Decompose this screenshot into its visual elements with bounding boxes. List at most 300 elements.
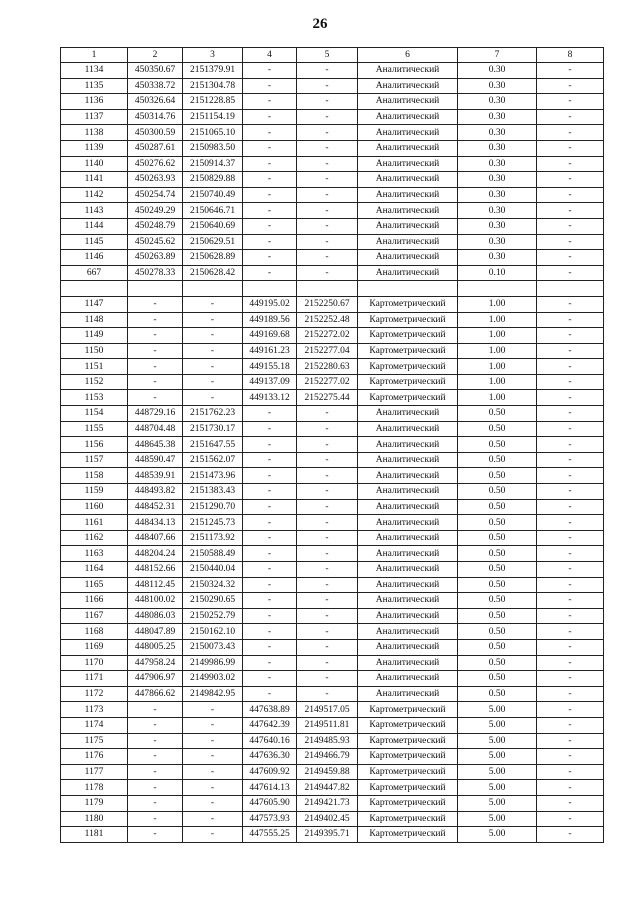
table-cell: 1148	[61, 312, 128, 328]
table-cell: 2149517.05	[297, 702, 358, 718]
table-cell: 450314.76	[128, 109, 183, 125]
table-cell: -	[243, 499, 297, 515]
table-cell: 5.00	[458, 749, 537, 765]
table-cell: -	[537, 406, 604, 422]
table-cell: 1156	[61, 437, 128, 453]
table-cell: -	[128, 343, 183, 359]
table-cell: 1146	[61, 250, 128, 266]
table-cell: 2152277.04	[297, 343, 358, 359]
table-cell: -	[297, 655, 358, 671]
table-cell: Аналитический	[358, 468, 458, 484]
table-row	[61, 125, 604, 141]
table-cell: 0.30	[458, 250, 537, 266]
table-cell: 449155.18	[243, 359, 297, 375]
table-cell: 2150324.32	[183, 577, 243, 593]
table-cell: -	[297, 140, 358, 156]
table-cell: 2151065.10	[183, 125, 243, 141]
table-cell: -	[297, 499, 358, 515]
table-cell: 2152252.48	[297, 312, 358, 328]
table-cell: 1173	[61, 702, 128, 718]
column-header: 8	[537, 48, 604, 63]
table-cell: 1158	[61, 468, 128, 484]
table-cell: 447640.16	[243, 733, 297, 749]
table-cell: 2149402.45	[297, 811, 358, 827]
table-cell: 0.50	[458, 593, 537, 609]
table-cell: 2150628.42	[183, 265, 243, 281]
table-cell: 0.50	[458, 406, 537, 422]
table-cell: -	[128, 296, 183, 312]
table-cell: 1161	[61, 515, 128, 531]
table-cell: -	[537, 187, 604, 203]
table-cell: -	[297, 686, 358, 702]
table-cell: 2151304.78	[183, 78, 243, 94]
table-cell: Аналитический	[358, 63, 458, 79]
table-cell: -	[537, 468, 604, 484]
table-cell: -	[183, 795, 243, 811]
table-cell: 448152.66	[128, 562, 183, 578]
table-row	[61, 795, 604, 811]
table-cell: 447906.97	[128, 671, 183, 687]
table-cell: Аналитический	[358, 125, 458, 141]
table-cell: -	[537, 811, 604, 827]
table-cell: 0.50	[458, 484, 537, 500]
table-cell: -	[537, 374, 604, 390]
table-cell: 2150829.88	[183, 172, 243, 188]
table-cell: 1176	[61, 749, 128, 765]
table-cell: Аналитический	[358, 515, 458, 531]
table-cell: 0.50	[458, 437, 537, 453]
table-cell: Картометрический	[358, 733, 458, 749]
table-cell: 0.50	[458, 562, 537, 578]
header-row	[61, 48, 604, 63]
table-cell: 1.00	[458, 312, 537, 328]
table-cell: -	[183, 343, 243, 359]
table-cell: -	[128, 359, 183, 375]
table-cell: -	[243, 218, 297, 234]
table-cell: 2149466.79	[297, 749, 358, 765]
table-cell: 2149511.81	[297, 717, 358, 733]
table-cell: 1178	[61, 780, 128, 796]
table-cell: 1162	[61, 530, 128, 546]
table-cell: -	[243, 140, 297, 156]
table-cell: 2150440.04	[183, 562, 243, 578]
table-cell: -	[537, 218, 604, 234]
table-cell: -	[297, 234, 358, 250]
table-cell: -	[297, 437, 358, 453]
table-cell: Аналитический	[358, 203, 458, 219]
table-cell: -	[297, 172, 358, 188]
table-cell: 1136	[61, 94, 128, 110]
table-cell: 0.30	[458, 125, 537, 141]
table-cell: 448434.13	[128, 515, 183, 531]
table-cell: 1163	[61, 546, 128, 562]
table-cell: -	[537, 499, 604, 515]
table-cell: 2150629.51	[183, 234, 243, 250]
table-cell: 1144	[61, 218, 128, 234]
table-cell: 0.50	[458, 452, 537, 468]
table-cell: -	[537, 515, 604, 531]
table-cell: 0.50	[458, 499, 537, 515]
table-row	[61, 452, 604, 468]
table-cell: 2151762.23	[183, 406, 243, 422]
table-cell: 2149447.82	[297, 780, 358, 796]
table-cell: -	[537, 562, 604, 578]
table-cell: -	[128, 827, 183, 843]
table-cell: Аналитический	[358, 265, 458, 281]
table-cell: Аналитический	[358, 530, 458, 546]
table-cell: 2152272.02	[297, 328, 358, 344]
table-cell: 448590.47	[128, 452, 183, 468]
table-cell: Аналитический	[358, 234, 458, 250]
table-cell: -	[537, 421, 604, 437]
table-cell: 448645.38	[128, 437, 183, 453]
table-cell: -	[128, 374, 183, 390]
table-cell: -	[183, 749, 243, 765]
table-cell: Аналитический	[358, 172, 458, 188]
table-cell: -	[128, 749, 183, 765]
table-cell: -	[243, 250, 297, 266]
table-cell: -	[537, 484, 604, 500]
table-cell: 1181	[61, 827, 128, 843]
table-cell: -	[297, 125, 358, 141]
table-cell: -	[537, 749, 604, 765]
table-cell: Аналитический	[358, 406, 458, 422]
table-cell: -	[183, 374, 243, 390]
table-row	[61, 109, 604, 125]
table-cell: Аналитический	[358, 156, 458, 172]
table-cell: -	[128, 811, 183, 827]
table-cell: 2149842.95	[183, 686, 243, 702]
table-cell: 5.00	[458, 795, 537, 811]
table-cell: -	[243, 63, 297, 79]
table-cell	[61, 281, 128, 297]
table-cell: -	[537, 671, 604, 687]
table-cell: -	[297, 156, 358, 172]
table-cell: 2150983.50	[183, 140, 243, 156]
table-cell: 447605.90	[243, 795, 297, 811]
table-row	[61, 546, 604, 562]
table-cell: 0.30	[458, 218, 537, 234]
table-body	[61, 63, 604, 843]
table-cell: -	[128, 733, 183, 749]
table-cell: Аналитический	[358, 655, 458, 671]
table-cell: -	[297, 265, 358, 281]
table-cell: 450278.33	[128, 265, 183, 281]
table-cell: 0.50	[458, 624, 537, 640]
table-cell: 448112.45	[128, 577, 183, 593]
table-cell: -	[537, 624, 604, 640]
table-cell: 2151647.55	[183, 437, 243, 453]
table-cell: -	[297, 187, 358, 203]
table-cell: 5.00	[458, 717, 537, 733]
table-cell: Аналитический	[358, 109, 458, 125]
table-cell: -	[297, 484, 358, 500]
table-cell: 1167	[61, 608, 128, 624]
table-cell: Картометрический	[358, 374, 458, 390]
table-cell: Аналитический	[358, 546, 458, 562]
table-cell: -	[243, 671, 297, 687]
table-cell: 0.50	[458, 546, 537, 562]
table-cell: 2149459.88	[297, 764, 358, 780]
table-cell: -	[297, 593, 358, 609]
table-cell: -	[537, 546, 604, 562]
table-cell: 0.30	[458, 234, 537, 250]
table-cell: 2152280.63	[297, 359, 358, 375]
table-cell: 450245.62	[128, 234, 183, 250]
table-cell: 1134	[61, 63, 128, 79]
table-cell: -	[537, 172, 604, 188]
table-cell: 1.00	[458, 359, 537, 375]
table-row	[61, 530, 604, 546]
table-cell: 5.00	[458, 702, 537, 718]
table-cell: 0.30	[458, 63, 537, 79]
table-cell: -	[243, 639, 297, 655]
table-row	[61, 234, 604, 250]
table-cell: 2152277.02	[297, 374, 358, 390]
table-cell: 449161.23	[243, 343, 297, 359]
table-row	[61, 187, 604, 203]
table-cell: Аналитический	[358, 593, 458, 609]
table-cell: 1169	[61, 639, 128, 655]
table-cell: 2149421.73	[297, 795, 358, 811]
table-cell: 448204.24	[128, 546, 183, 562]
table-row	[61, 655, 604, 671]
table-cell: -	[297, 63, 358, 79]
table-cell: -	[537, 343, 604, 359]
table-cell: 2152250.67	[297, 296, 358, 312]
table-cell: 0.30	[458, 78, 537, 94]
table-cell: 2149986.99	[183, 655, 243, 671]
table-cell: 1.00	[458, 390, 537, 406]
table-cell: 447638.89	[243, 702, 297, 718]
table-row	[61, 250, 604, 266]
table-row	[61, 484, 604, 500]
column-header: 3	[183, 48, 243, 63]
table-cell: Аналитический	[358, 94, 458, 110]
table-cell: -	[128, 764, 183, 780]
table-cell: -	[243, 265, 297, 281]
table-cell: Картометрический	[358, 390, 458, 406]
table-cell: 1180	[61, 811, 128, 827]
table-cell: -	[128, 717, 183, 733]
table-cell: -	[243, 187, 297, 203]
table-cell: 1141	[61, 172, 128, 188]
table-cell: Аналитический	[358, 140, 458, 156]
table-cell: -	[297, 250, 358, 266]
table-cell: 450300.59	[128, 125, 183, 141]
table-cell: 0.30	[458, 140, 537, 156]
table-cell: 0.30	[458, 94, 537, 110]
table-cell: -	[297, 515, 358, 531]
table-cell: 449189.56	[243, 312, 297, 328]
table-row	[61, 140, 604, 156]
table-cell: -	[243, 608, 297, 624]
table-cell: 5.00	[458, 827, 537, 843]
table-cell: -	[537, 577, 604, 593]
table-cell: 450326.64	[128, 94, 183, 110]
table-row	[61, 281, 604, 297]
table-row	[61, 624, 604, 640]
table-cell: Аналитический	[358, 624, 458, 640]
table-cell: -	[537, 530, 604, 546]
table-cell: 447555.25	[243, 827, 297, 843]
table-cell: -	[243, 203, 297, 219]
table-cell: 5.00	[458, 811, 537, 827]
table-cell: 2151290.70	[183, 499, 243, 515]
table-cell: 1139	[61, 140, 128, 156]
table-cell: 1172	[61, 686, 128, 702]
table-cell: 447636.30	[243, 749, 297, 765]
table-cell: 1142	[61, 187, 128, 203]
table-cell: -	[243, 172, 297, 188]
table-cell: 449169.68	[243, 328, 297, 344]
column-header: 4	[243, 48, 297, 63]
table-cell: 450350.67	[128, 63, 183, 79]
table-cell: Аналитический	[358, 218, 458, 234]
table-cell: 1150	[61, 343, 128, 359]
table-cell: Аналитический	[358, 484, 458, 500]
table-cell: -	[297, 562, 358, 578]
table-cell: 2151473.96	[183, 468, 243, 484]
table-cell: Картометрический	[358, 296, 458, 312]
table-cell: -	[243, 593, 297, 609]
table-cell: 1140	[61, 156, 128, 172]
table-cell: 5.00	[458, 764, 537, 780]
table-cell: 447573.93	[243, 811, 297, 827]
table-row	[61, 421, 604, 437]
table-cell: 667	[61, 265, 128, 281]
table-cell: 0.50	[458, 421, 537, 437]
table-cell: 1137	[61, 109, 128, 125]
table-cell: -	[183, 390, 243, 406]
table-cell	[128, 281, 183, 297]
table-cell: Картометрический	[358, 764, 458, 780]
table-cell: Картометрический	[358, 359, 458, 375]
table-cell: 0.50	[458, 515, 537, 531]
table-header	[61, 48, 604, 63]
table-row	[61, 811, 604, 827]
table-cell: -	[243, 156, 297, 172]
table-cell: -	[537, 109, 604, 125]
table-cell: -	[183, 733, 243, 749]
table-cell: -	[297, 452, 358, 468]
table-cell: -	[183, 328, 243, 344]
table-row	[61, 733, 604, 749]
table-cell: 2150290.65	[183, 593, 243, 609]
table-row	[61, 671, 604, 687]
table-cell: -	[243, 546, 297, 562]
table-cell: -	[297, 406, 358, 422]
table-row	[61, 343, 604, 359]
table-cell: -	[183, 702, 243, 718]
table-cell: Картометрический	[358, 702, 458, 718]
table-cell: 448452.31	[128, 499, 183, 515]
table-cell: Аналитический	[358, 250, 458, 266]
table-cell: -	[243, 515, 297, 531]
table-cell: 2150162.10	[183, 624, 243, 640]
table-cell: -	[297, 624, 358, 640]
table-row	[61, 78, 604, 94]
table-cell: 5.00	[458, 733, 537, 749]
table-cell: 1175	[61, 733, 128, 749]
table-row	[61, 562, 604, 578]
table-row	[61, 608, 604, 624]
table-cell: 1.00	[458, 296, 537, 312]
table-cell: -	[297, 109, 358, 125]
table-cell: -	[537, 717, 604, 733]
table-cell: 1160	[61, 499, 128, 515]
table-cell: 0.50	[458, 639, 537, 655]
table-row	[61, 437, 604, 453]
table-cell: -	[537, 437, 604, 453]
table-cell: Картометрический	[358, 312, 458, 328]
table-cell: Картометрический	[358, 717, 458, 733]
table-cell: -	[297, 530, 358, 546]
table-row	[61, 63, 604, 79]
table-cell: 448539.91	[128, 468, 183, 484]
table-row	[61, 265, 604, 281]
table-cell: Аналитический	[358, 686, 458, 702]
table-cell: -	[537, 156, 604, 172]
table-cell: -	[297, 203, 358, 219]
table-cell: -	[537, 686, 604, 702]
table-cell: -	[128, 780, 183, 796]
table-cell	[358, 281, 458, 297]
table-cell: Аналитический	[358, 78, 458, 94]
table-cell: 0.30	[458, 203, 537, 219]
table-cell: -	[297, 94, 358, 110]
table-cell: -	[297, 78, 358, 94]
table-cell: -	[537, 234, 604, 250]
table-cell: -	[128, 795, 183, 811]
table-cell: 0.30	[458, 109, 537, 125]
table-cell: -	[537, 608, 604, 624]
table-row	[61, 780, 604, 796]
table-cell: -	[537, 140, 604, 156]
table-cell: -	[537, 795, 604, 811]
table-cell: Аналитический	[358, 452, 458, 468]
table-cell: -	[537, 328, 604, 344]
table-cell: 1145	[61, 234, 128, 250]
table-cell: 0.50	[458, 671, 537, 687]
table-row	[61, 172, 604, 188]
table-cell: 2151245.73	[183, 515, 243, 531]
table-cell: -	[243, 94, 297, 110]
table-cell: -	[243, 530, 297, 546]
table-cell: 449195.02	[243, 296, 297, 312]
table-cell: -	[243, 421, 297, 437]
table-cell: 447642.39	[243, 717, 297, 733]
table-cell: 2151173.92	[183, 530, 243, 546]
table-cell: -	[537, 639, 604, 655]
column-header: 6	[358, 48, 458, 63]
table-cell: -	[243, 234, 297, 250]
table-cell: 1152	[61, 374, 128, 390]
table-cell: -	[537, 63, 604, 79]
table-cell: 2150628.89	[183, 250, 243, 266]
table-cell: -	[537, 733, 604, 749]
table-cell: 1164	[61, 562, 128, 578]
table-cell: 1.00	[458, 343, 537, 359]
table-cell: -	[243, 655, 297, 671]
table-cell: 5.00	[458, 780, 537, 796]
table-cell: Аналитический	[358, 608, 458, 624]
table-cell: 1179	[61, 795, 128, 811]
table-cell: -	[183, 296, 243, 312]
table-cell: 2150073.43	[183, 639, 243, 655]
table-cell: -	[128, 390, 183, 406]
table-cell: 0.50	[458, 686, 537, 702]
